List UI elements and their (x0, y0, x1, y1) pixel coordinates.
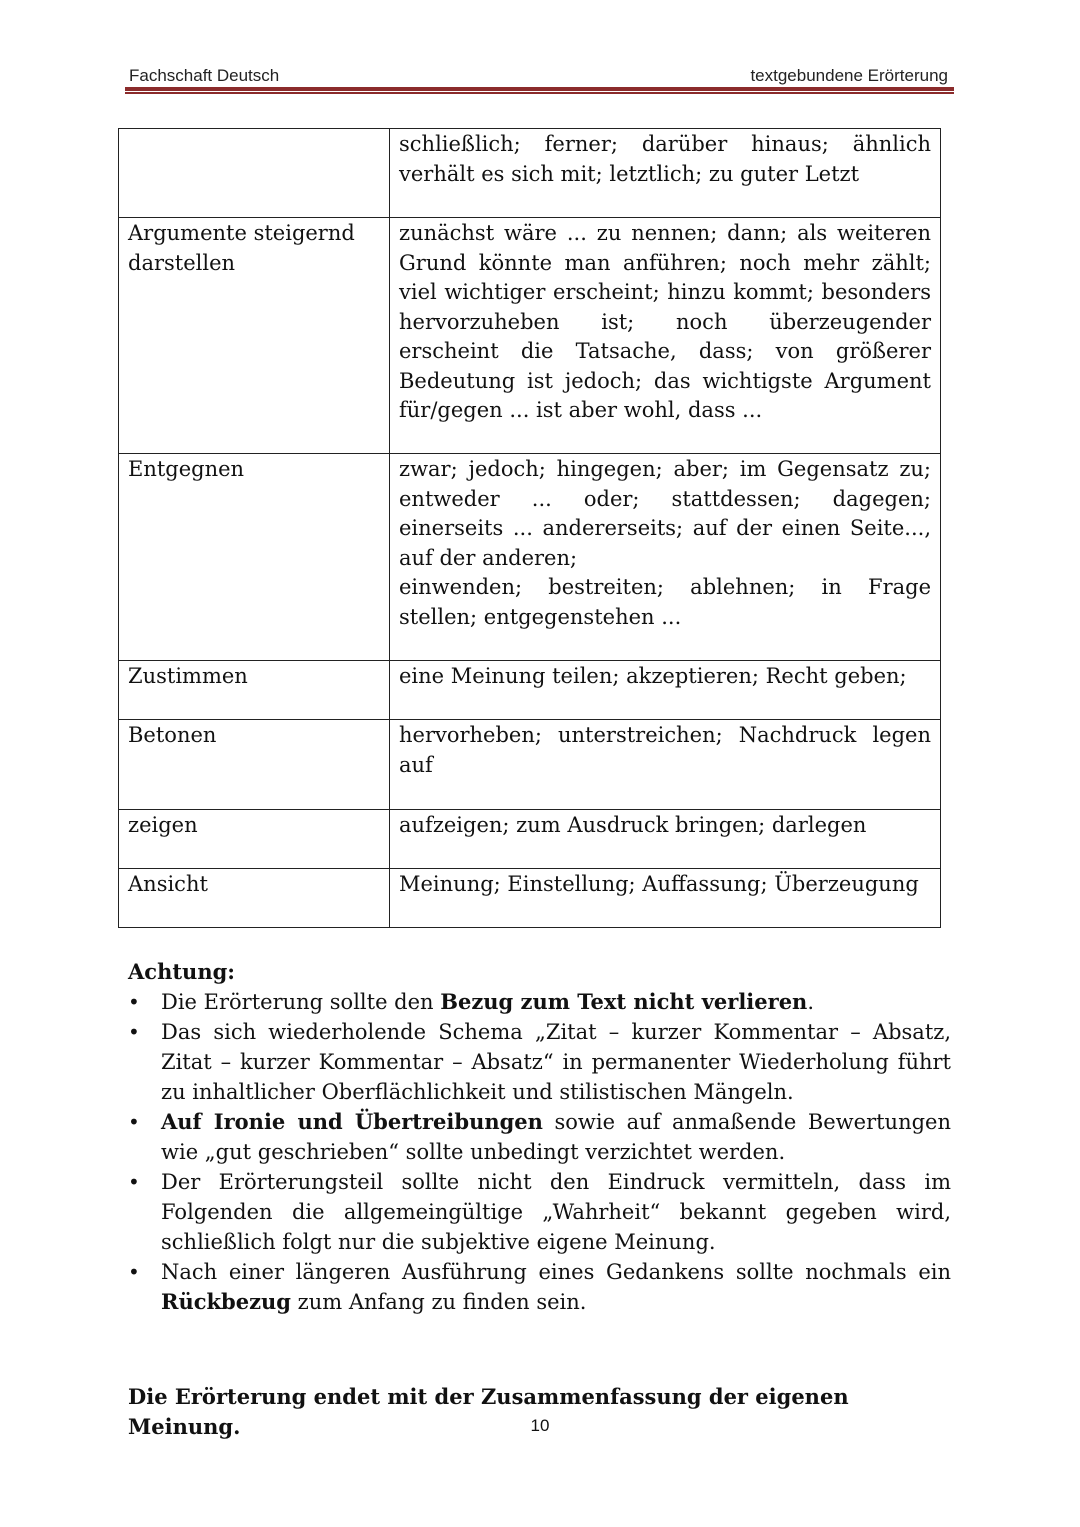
phrases-cell (390, 129, 941, 218)
phrase-line: hervorheben; unterstreichen; Nachdruck legen auf (399, 723, 931, 777)
phrases-cell (390, 454, 941, 661)
list-item: • Nach einer längeren Ausführung eines Gedankens sollte nochmals ein Rückbezug zum Anfang zu finden sein. (128, 1257, 951, 1317)
phrase-table (118, 128, 941, 928)
phrase-line: aufzeigen; zum Ausdruck bringen; darlegen (399, 813, 867, 837)
phrase-line: schließlich; ferner; darüber hinaus; ähnlich verhält es sich mit; letztlich; zu guter Letzt (399, 132, 931, 186)
term-cell: zeigen (119, 810, 390, 869)
phrases-cell (390, 720, 941, 810)
list-item: • Das sich wiederholende Schema „Zitat – kurzer Kommentar – Absatz, Zitat – kurzer Kommentar – Absatz“ in permanenter Wiederholung führt zu inhaltlicher Oberflächlichkeit und stilistischen Mängeln. (128, 1017, 951, 1107)
list-item: • Auf Ironie und Übertreibungen sowie auf anmaßende Bewertungen wie „gut geschrieben“ sollte unbedingt verzichtet werden. (128, 1107, 951, 1167)
phrase-line: zunächst wäre ... zu nennen; dann; als weiteren Grund könnte man anführen; noch mehr zählt; viel wichtiger erscheint; hinzu kommt; besonders hervorzuheben ist; noch überzeugender erscheint die Tatsache, dass; von größerer Bedeutung ist jedoch; das wichtigste Argument für/gegen ... ist aber wohl, dass ... (399, 221, 931, 422)
header-rule-thin (125, 92, 954, 94)
table-row (119, 218, 941, 454)
header-subject: Fachschaft Deutsch (129, 66, 280, 85)
header-rule-thick (125, 87, 954, 91)
term-cell: Zustimmen (119, 661, 390, 720)
page-number: 10 (530, 1416, 550, 1435)
term-cell: Argumente steigernd darstellen (119, 218, 390, 454)
term-cell (119, 129, 390, 218)
phrases-cell (390, 810, 941, 869)
notes-heading: Achtung: (128, 959, 236, 984)
term-cell: Betonen (119, 720, 390, 810)
term-cell: Entgegnen (119, 454, 390, 661)
phrase-line: Meinung; Einstellung; Auffassung; Überzeugung (399, 872, 919, 896)
phrase-line: zwar; jedoch; hingegen; aber; im Gegensatz zu; entweder ... oder; stattdessen; dagegen; einerseits ... andererseits; auf der einen Seite..., auf der anderen; (399, 457, 931, 570)
table-row (119, 810, 941, 869)
table-row (119, 661, 941, 720)
phrases-cell (390, 869, 941, 928)
table-row (119, 454, 941, 661)
phrases-cell (390, 218, 941, 454)
list-item: • Der Erörterungsteil sollte nicht den Eindruck vermitteln, dass im Folgenden die allgemeingültige „Wahrheit“ bekannt gegeben wird, schließlich folgt nur die subjektive eigene Meinung. (128, 1167, 951, 1257)
table-row (119, 720, 941, 810)
list-item: • Die Erörterung sollte den Bezug zum Text nicht verlieren. (128, 987, 951, 1017)
term-cell: Ansicht (119, 869, 390, 928)
header-topic: textgebundene Erörterung (750, 66, 948, 85)
phrases-cell (390, 661, 941, 720)
attention-notes (128, 957, 951, 1317)
phrase-line: einwenden; bestreiten; ablehnen; in Frage stellen; entgegenstehen ... (399, 575, 931, 629)
table-row (119, 869, 941, 928)
closing-statement: Die Erörterung endet mit der Zusammenfassung der eigenen Meinung. (128, 1384, 849, 1439)
phrase-line: eine Meinung teilen; akzeptieren; Recht geben; (399, 664, 907, 688)
table-row (119, 129, 941, 218)
notes-list (128, 987, 951, 1317)
